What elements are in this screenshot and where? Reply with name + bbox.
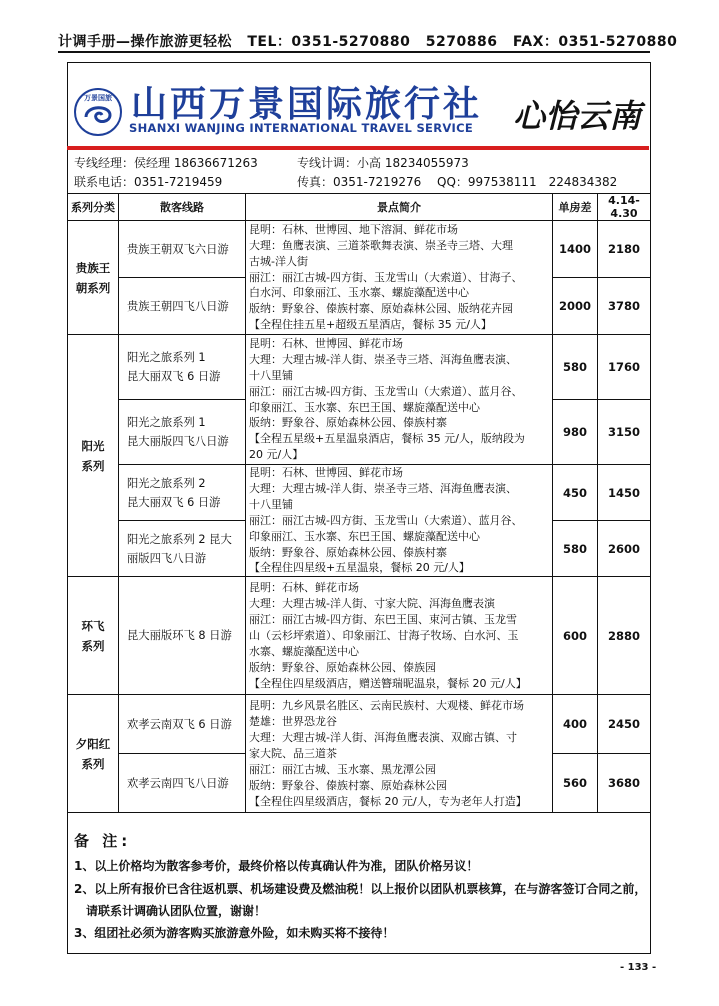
single-supplement: 450 xyxy=(553,465,598,521)
single-supplement: 580 xyxy=(553,335,598,400)
single-supplement: 400 xyxy=(553,695,598,754)
header-tel2: 5270886 xyxy=(425,34,498,50)
red-divider xyxy=(67,146,649,150)
single-supplement: 980 xyxy=(553,400,598,465)
header-tel: TEL：0351-5270880 xyxy=(247,34,411,50)
single-supplement: 1400 xyxy=(553,221,598,278)
route-name: 欢孝云南四飞八日游 xyxy=(119,754,246,813)
table-row xyxy=(68,577,651,695)
series-name: 夕阳红 系列 xyxy=(68,695,119,813)
route-price: 3150 xyxy=(598,400,651,465)
sights-cell: 昆明：石林、世博园、鲜花市场 大理：大理古城-洋人街、崇圣寺三塔、洱海鱼鹰表演、 十八里铺 丽江：丽江古城-四方街、玉龙雪山（大索道）、蓝月谷、 印象丽江、玉水寨、东巴王国、螺旋藻配送中心 版纳：野象谷、原始森林公园、傣族村寨 【全程住四星级+五星温泉，餐标 20 元/人】 xyxy=(246,465,553,577)
table-row xyxy=(68,221,651,278)
contact-phone: 联系电话：0351-7219459 xyxy=(74,175,223,189)
header-single-supplement: 单房差 xyxy=(553,194,598,221)
brand-banner xyxy=(67,77,647,143)
note-item: 请联系计调确认团队位置，谢谢！ xyxy=(86,904,267,918)
route-price: 3780 xyxy=(598,278,651,335)
header-series: 系列分类 xyxy=(68,194,119,221)
company-logo-icon xyxy=(73,87,123,137)
single-supplement: 600 xyxy=(553,577,598,695)
series-name: 阳光 系列 xyxy=(68,335,119,577)
contact-planner: 专线计调：小高 18234055973 xyxy=(297,156,469,170)
note-item: 3、组团社必须为游客购买旅游意外险，如未购买将不接待！ xyxy=(74,926,395,940)
header-slogan: 计调手册—操作旅游更轻松 xyxy=(58,34,232,50)
route-name: 阳光之旅系列 1 昆大丽版四飞八日游 xyxy=(119,400,246,465)
contact-manager: 专线经理：侯经理 18636671263 xyxy=(74,156,258,170)
brand-name-en: SHANXI WANJING INTERNATIONAL TRAVEL SERVICE xyxy=(129,121,474,135)
route-price: 1760 xyxy=(598,335,651,400)
contact-fax: 传真：0351-7219276 xyxy=(297,175,422,189)
route-table xyxy=(67,193,651,813)
brand-slogan: 心怡云南 xyxy=(513,97,642,135)
logo-emblem-text: 万景国旅 xyxy=(84,94,112,102)
route-name: 阳光之旅系列 2 昆大 丽版四飞八日游 xyxy=(119,521,246,577)
table-row xyxy=(68,335,651,400)
brand-name-cn: 山西万景国际旅行社 xyxy=(131,84,483,125)
header-date-price: 4.14-4.30 xyxy=(598,194,651,221)
notes-title: 备 注: xyxy=(74,832,132,850)
sights-cell: 昆明：石林、鲜花市场 大理：大理古城-洋人街、寸家大院、洱海鱼鹰表演 丽江：丽江古城-四方街、东巴王国、束河古镇、玉龙雪 山（云杉坪索道）、印象丽江、甘海子牧场、白水河、玉 水寨、螺旋藻配送中心 版纳：野象谷、原始森林公园、傣族园 【全程住四星级酒店，赠送簪瑞昵温泉，餐标 20 元/人】 xyxy=(246,577,553,695)
route-name: 阳光之旅系列 1 昆大丽双飞 6 日游 xyxy=(119,335,246,400)
single-supplement: 2000 xyxy=(553,278,598,335)
route-price: 2450 xyxy=(598,695,651,754)
table-row xyxy=(68,465,651,521)
route-name: 贵族王朝四飞八日游 xyxy=(119,278,246,335)
sights-cell: 昆明：九乡风景名胜区、云南民族村、大观楼、鲜花市场 楚雄：世界恐龙谷 大理：大理古城-洋人街、洱海鱼鹰表演、双廊古镇、寸 家大院、品三道茶 丽江：丽江古城、玉水寨、黑龙潭公园 版纳：野象谷、傣族村寨、原始森林公园 【全程住四星级酒店，餐标 20 元/人，专为老年人打造】 xyxy=(246,695,553,813)
header-route: 散客线路 xyxy=(119,194,246,221)
route-name: 阳光之旅系列 2 昆大丽双飞 6 日游 xyxy=(119,465,246,521)
series-name: 贵族王 朝系列 xyxy=(68,221,119,335)
table-header-row xyxy=(68,194,651,221)
table-row xyxy=(68,695,651,754)
route-price: 1450 xyxy=(598,465,651,521)
sights-cell: 昆明：石林、世博园、地下溶洞、鲜花市场 大理：鱼鹰表演、三道茶歌舞表演、崇圣寺三塔、大理 古城-洋人街 丽江：丽江古城-四方街、玉龙雪山（大索道）、甘海子、 白水河、印象丽江、玉水寨、螺旋藻配送中心 版纳：野象谷、傣族村寨、原始森林公园、版纳花卉园 【全程住挂五星+超级五星酒店，餐标 35 元/人】 xyxy=(246,221,553,335)
route-price: 2180 xyxy=(598,221,651,278)
sights-cell: 昆明：石林、世博园、鲜花市场 大理：大理古城-洋人街、崇圣寺三塔、洱海鱼鹰表演、 十八里铺 丽江：丽江古城-四方街、玉龙雪山（大索道）、蓝月谷、 印象丽江、玉水寨、东巴王国、螺旋藻配送中心 版纳：野象谷、原始森林公园、傣族村寨 【全程五星级+五星温泉酒店，餐标 35 元/人，版纳段为 20 元/人】 xyxy=(246,335,553,465)
route-price: 3680 xyxy=(598,754,651,813)
page-number: - 133 - xyxy=(620,962,657,973)
route-name: 贵族王朝双飞六日游 xyxy=(119,221,246,278)
header-line xyxy=(58,33,678,53)
header-sights: 景点简介 xyxy=(246,194,553,221)
route-price: 2600 xyxy=(598,521,651,577)
series-name: 环飞 系列 xyxy=(68,577,119,695)
header-fax: FAX：0351-5270880 xyxy=(512,34,678,50)
note-item: 1、以上价格均为散客参考价，最终价格以传真确认件为准，团队价格另议！ xyxy=(74,859,479,873)
single-supplement: 560 xyxy=(553,754,598,813)
route-price: 2880 xyxy=(598,577,651,695)
route-name: 欢孝云南双飞 6 日游 xyxy=(119,695,246,754)
contact-qq: QQ：997538111 224834382 xyxy=(437,175,618,189)
single-supplement: 580 xyxy=(553,521,598,577)
note-item: 2、以上所有报价已含往返机票、机场建设费及燃油税！以上报价以团队机票核算，在与游客签订合同之前， xyxy=(74,882,647,896)
route-name: 昆大丽版环飞 8 日游 xyxy=(119,577,246,695)
